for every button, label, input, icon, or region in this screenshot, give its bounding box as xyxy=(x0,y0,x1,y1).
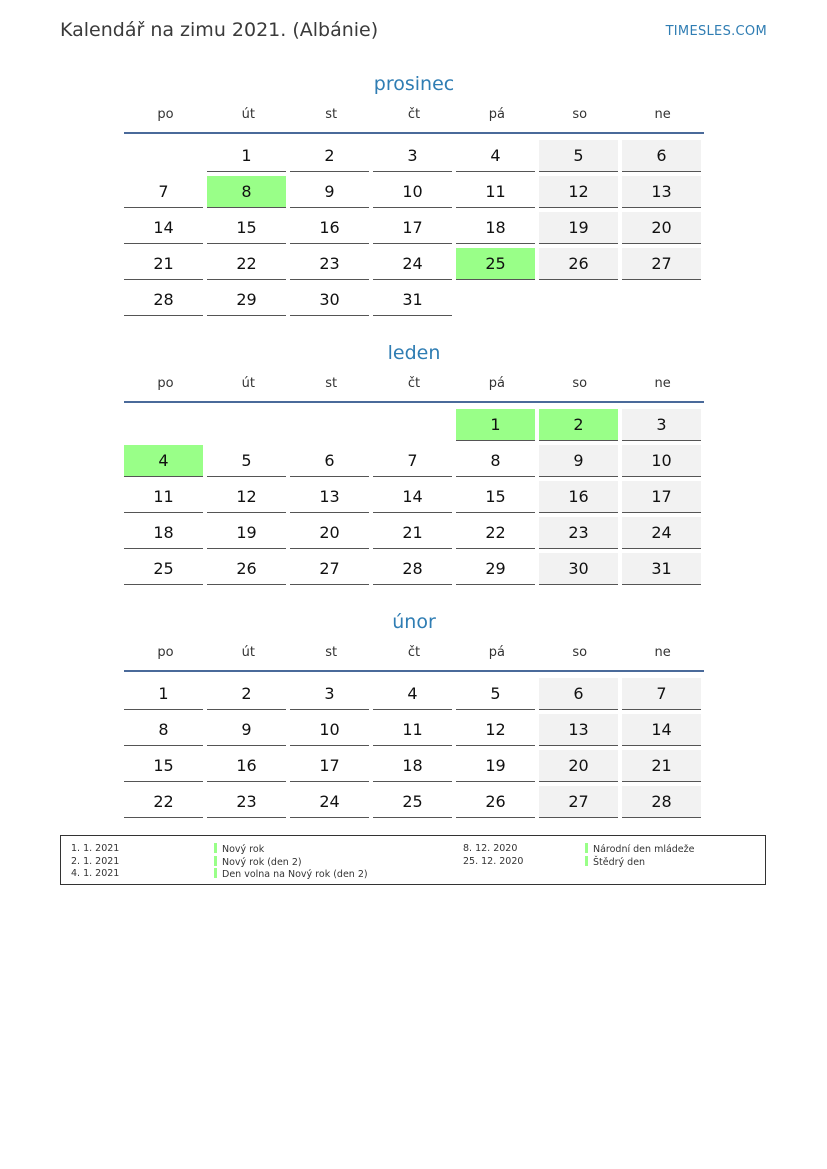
day-cell[interactable]: 9 xyxy=(290,176,369,208)
day-cell[interactable]: 20 xyxy=(622,212,701,244)
day-cell[interactable]: 1 xyxy=(207,140,286,172)
day-cell[interactable]: 4 xyxy=(373,678,452,710)
day-cell[interactable]: 16 xyxy=(207,750,286,782)
day-cell[interactable]: 19 xyxy=(207,517,286,549)
holiday-color-marker xyxy=(214,856,217,866)
day-cell[interactable]: 14 xyxy=(622,714,701,746)
day-cell[interactable]: 11 xyxy=(124,481,203,513)
day-cell[interactable]: 28 xyxy=(622,786,701,818)
empty-day-cell xyxy=(539,284,618,316)
legend-holiday-name: Štědrý den xyxy=(593,856,646,868)
day-cell[interactable]: 12 xyxy=(539,176,618,208)
day-cell[interactable]: 9 xyxy=(539,445,618,477)
month-name: prosinec xyxy=(373,73,455,95)
day-cell[interactable]: 8 xyxy=(124,714,203,746)
site-logo-text[interactable]: TIMESLES.COM xyxy=(665,24,767,39)
day-cell[interactable]: 26 xyxy=(539,248,618,280)
weekday-label: út xyxy=(241,107,255,122)
weekday-header xyxy=(124,375,704,403)
day-cell[interactable]: 19 xyxy=(539,212,618,244)
week-row xyxy=(124,712,704,748)
empty-day-cell xyxy=(622,284,701,316)
weekday-label: st xyxy=(325,645,338,660)
month-calendar xyxy=(124,70,704,318)
weekday-label: út xyxy=(241,376,255,391)
weekday-label: so xyxy=(572,376,588,391)
week-row xyxy=(124,515,704,551)
day-cell[interactable]: 11 xyxy=(456,176,535,208)
day-cell[interactable]: 28 xyxy=(373,553,452,585)
day-cell[interactable]: 24 xyxy=(373,248,452,280)
empty-day-cell xyxy=(124,140,203,172)
week-row xyxy=(124,138,704,174)
day-cell[interactable]: 7 xyxy=(622,678,701,710)
day-grid xyxy=(124,676,704,820)
day-cell[interactable]: 26 xyxy=(207,553,286,585)
weekday-label: po xyxy=(157,107,174,122)
weekday-label: so xyxy=(572,645,588,660)
weekday-label: pá xyxy=(488,376,505,391)
week-row xyxy=(124,407,704,443)
day-cell[interactable]: 20 xyxy=(539,750,618,782)
day-cell[interactable]: 16 xyxy=(290,212,369,244)
day-cell[interactable]: 5 xyxy=(207,445,286,477)
weekday-label: po xyxy=(157,376,174,391)
day-cell[interactable]: 13 xyxy=(622,176,701,208)
empty-day-cell xyxy=(373,409,452,441)
day-cell[interactable]: 9 xyxy=(207,714,286,746)
day-cell[interactable]: 27 xyxy=(539,786,618,818)
day-cell[interactable]: 18 xyxy=(373,750,452,782)
legend-holiday-name: Den volna na Nový rok (den 2) xyxy=(222,869,368,880)
day-cell[interactable]: 23 xyxy=(207,786,286,818)
legend-dates-col-1 xyxy=(71,843,119,881)
day-cell[interactable]: 14 xyxy=(124,212,203,244)
legend-names-col-2 xyxy=(585,843,695,868)
week-row xyxy=(124,551,704,587)
holiday-color-marker xyxy=(585,843,588,853)
legend-date: 25. 12. 2020 xyxy=(463,855,524,867)
weekday-label: so xyxy=(572,107,588,122)
legend-names-col-1 xyxy=(214,843,368,881)
weekday-header xyxy=(124,106,704,134)
day-cell[interactable]: 27 xyxy=(622,248,701,280)
day-cell[interactable]: 12 xyxy=(456,714,535,746)
day-cell[interactable]: 22 xyxy=(456,517,535,549)
day-cell[interactable]: 2 xyxy=(207,678,286,710)
day-cell[interactable]: 1 xyxy=(456,409,535,441)
day-cell[interactable]: 29 xyxy=(207,284,286,316)
day-cell[interactable]: 2 xyxy=(539,409,618,441)
legend-dates-col-2 xyxy=(463,843,523,868)
day-cell[interactable]: 18 xyxy=(456,212,535,244)
empty-day-cell xyxy=(456,284,535,316)
day-cell[interactable]: 6 xyxy=(290,445,369,477)
day-cell[interactable]: 30 xyxy=(290,284,369,316)
weekday-label: ne xyxy=(654,645,671,660)
day-cell[interactable]: 7 xyxy=(373,445,452,477)
weekday-label: pá xyxy=(488,645,505,660)
holiday-color-marker xyxy=(214,843,217,853)
week-row xyxy=(124,246,704,282)
day-cell[interactable]: 5 xyxy=(539,140,618,172)
day-cell[interactable]: 26 xyxy=(456,786,535,818)
day-cell[interactable]: 6 xyxy=(539,678,618,710)
day-cell[interactable]: 3 xyxy=(373,140,452,172)
weekday-label: čt xyxy=(407,376,421,391)
month-calendar xyxy=(124,608,704,820)
legend-date: 2. 1. 2021 xyxy=(71,855,120,867)
weekday-label: pá xyxy=(488,107,505,122)
day-cell[interactable]: 4 xyxy=(456,140,535,172)
day-cell[interactable]: 22 xyxy=(124,786,203,818)
day-cell[interactable]: 18 xyxy=(124,517,203,549)
month-calendar xyxy=(124,339,704,587)
weekday-label: út xyxy=(241,645,255,660)
day-cell[interactable]: 31 xyxy=(622,553,701,585)
day-cell[interactable]: 19 xyxy=(456,750,535,782)
day-cell[interactable]: 15 xyxy=(456,481,535,513)
legend-date: 8. 12. 2020 xyxy=(463,843,518,854)
weekday-label: čt xyxy=(407,107,421,122)
day-cell[interactable]: 24 xyxy=(290,786,369,818)
holiday-color-marker xyxy=(214,868,217,878)
day-cell[interactable]: 21 xyxy=(373,517,452,549)
day-cell[interactable]: 30 xyxy=(539,553,618,585)
day-grid xyxy=(124,138,704,318)
week-row xyxy=(124,784,704,820)
day-grid xyxy=(124,407,704,587)
day-cell[interactable]: 15 xyxy=(207,212,286,244)
empty-day-cell xyxy=(124,409,203,441)
page-title: Kalendář na zimu 2021. (Albánie) xyxy=(60,19,379,41)
week-row xyxy=(124,676,704,712)
day-cell[interactable]: 6 xyxy=(622,140,701,172)
day-cell[interactable]: 13 xyxy=(290,481,369,513)
day-cell[interactable]: 14 xyxy=(373,481,452,513)
day-cell[interactable]: 25 xyxy=(373,786,452,818)
day-cell[interactable]: 20 xyxy=(290,517,369,549)
legend-date: 1. 1. 2021 xyxy=(71,843,120,854)
day-cell[interactable]: 8 xyxy=(207,176,286,208)
day-cell[interactable]: 24 xyxy=(622,517,701,549)
week-row xyxy=(124,479,704,515)
week-row xyxy=(124,174,704,210)
day-cell[interactable]: 10 xyxy=(622,445,701,477)
day-cell[interactable]: 3 xyxy=(290,678,369,710)
day-cell[interactable]: 28 xyxy=(124,284,203,316)
day-cell[interactable]: 5 xyxy=(456,678,535,710)
day-cell[interactable]: 15 xyxy=(124,750,203,782)
day-cell[interactable]: 2 xyxy=(290,140,369,172)
legend-holiday-name: Nový rok (den 2) xyxy=(222,856,302,868)
day-cell[interactable]: 29 xyxy=(456,553,535,585)
day-cell[interactable]: 11 xyxy=(373,714,452,746)
day-cell[interactable]: 23 xyxy=(290,248,369,280)
empty-day-cell xyxy=(207,409,286,441)
day-cell[interactable]: 4 xyxy=(124,445,203,477)
day-cell[interactable]: 17 xyxy=(373,212,452,244)
day-cell[interactable]: 3 xyxy=(622,409,701,441)
day-cell[interactable]: 1 xyxy=(124,678,203,710)
weekday-label: st xyxy=(325,376,338,391)
day-cell[interactable]: 8 xyxy=(456,445,535,477)
legend-holiday-name: Národní den mládeže xyxy=(593,844,695,855)
day-cell[interactable]: 21 xyxy=(124,248,203,280)
weekday-label: st xyxy=(325,107,338,122)
day-cell[interactable]: 16 xyxy=(539,481,618,513)
day-cell[interactable]: 7 xyxy=(124,176,203,208)
week-row xyxy=(124,748,704,784)
day-cell[interactable]: 17 xyxy=(290,750,369,782)
day-cell[interactable]: 31 xyxy=(373,284,452,316)
week-row xyxy=(124,210,704,246)
day-cell[interactable]: 13 xyxy=(539,714,618,746)
legend-date: 4. 1. 2021 xyxy=(71,868,120,879)
weekday-label: ne xyxy=(654,107,671,122)
legend-holiday-name: Nový rok xyxy=(222,844,265,855)
day-cell[interactable]: 10 xyxy=(373,176,452,208)
day-cell[interactable]: 27 xyxy=(290,553,369,585)
day-cell[interactable]: 17 xyxy=(622,481,701,513)
day-cell[interactable]: 10 xyxy=(290,714,369,746)
day-cell[interactable]: 21 xyxy=(622,750,701,782)
holiday-color-marker xyxy=(585,856,588,866)
holiday-legend xyxy=(60,835,766,885)
week-row xyxy=(124,282,704,318)
weekday-header xyxy=(124,644,704,672)
day-cell[interactable]: 22 xyxy=(207,248,286,280)
weekday-label: ne xyxy=(654,376,671,391)
weekday-label: čt xyxy=(407,645,421,660)
empty-day-cell xyxy=(290,409,369,441)
day-cell[interactable]: 12 xyxy=(207,481,286,513)
day-cell[interactable]: 25 xyxy=(124,553,203,585)
day-cell[interactable]: 25 xyxy=(456,248,535,280)
day-cell[interactable]: 23 xyxy=(539,517,618,549)
month-name: leden xyxy=(387,342,441,364)
month-name: únor xyxy=(392,611,436,633)
weekday-label: po xyxy=(157,645,174,660)
week-row xyxy=(124,443,704,479)
